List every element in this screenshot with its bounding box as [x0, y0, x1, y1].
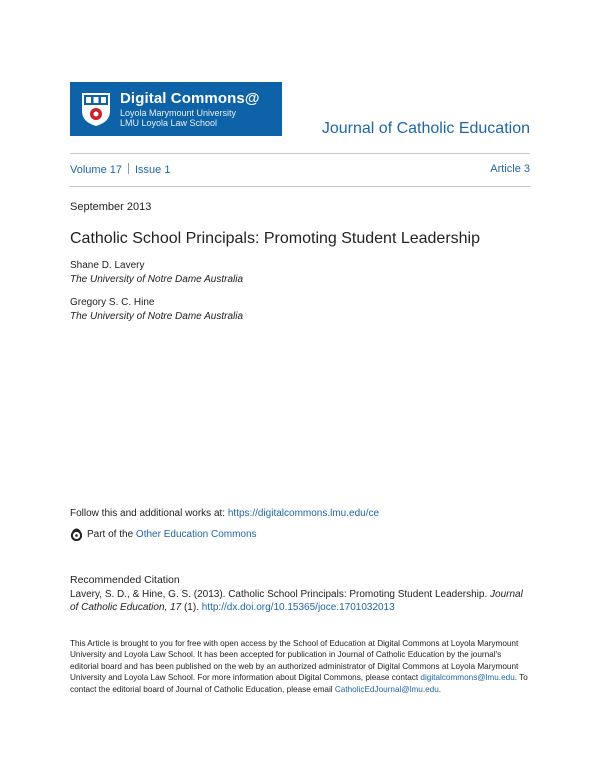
author-block: [70, 260, 243, 285]
citation-issue: (1).: [181, 602, 202, 613]
part-of-line: [70, 528, 257, 541]
banner-university: Loyola Marymount University: [120, 107, 237, 118]
author-affiliation: The University of Notre Dame Australia: [70, 311, 244, 322]
part-of-text: Part of the: [87, 529, 134, 540]
article-link[interactable]: Article 3: [490, 163, 530, 175]
digital-commons-banner[interactable]: [70, 82, 282, 136]
author-affiliation: The University of Notre Dame Australia: [70, 274, 244, 285]
issue-row: [70, 163, 530, 176]
lmu-seal-icon: [80, 91, 112, 127]
statement-part-1: This Article is brought to you for free with open access by the School of Education at Digital Commons at Loyola Marymount University and Loyola Law School. It has been accepted for publication in Journal of Catholic Education by the journal's editorial board and has been published on the web by an authorized administrator of Digital Commons at Loyola Marymount University and Loyola Law School. For more information about Digital Commons, please contact: [70, 639, 519, 683]
open-access-statement: [70, 638, 532, 695]
citation-journal: Journal of Catholic Education, 17: [70, 589, 523, 613]
issue-separator: [128, 163, 129, 174]
editorial-email-link[interactable]: CatholicEdJournal@lmu.edu: [334, 684, 439, 694]
author-name: Shane D. Lavery: [70, 260, 145, 271]
banner-law-school: LMU Loyola Law School: [120, 117, 218, 128]
journal-title-link[interactable]: Journal of Catholic Education: [321, 120, 530, 137]
citation-text: [70, 588, 530, 614]
citation-body: Lavery, S. D., & Hine, G. S. (2013). Catholic School Principals: Promoting Student Leadership.: [70, 589, 491, 600]
follow-link[interactable]: https://digitalcommons.lmu.edu/ce: [227, 508, 380, 519]
other-education-commons-link[interactable]: Other Education Commons: [135, 529, 257, 540]
issue-link[interactable]: Issue 1: [134, 164, 171, 176]
divider-bottom: [70, 186, 530, 187]
publication-date: September 2013: [70, 201, 152, 213]
digitalcommons-email-link[interactable]: digitalcommons@lmu.edu: [420, 673, 515, 683]
banner-title: Digital Commons@: [120, 89, 260, 107]
statement-part-3: .: [438, 684, 442, 694]
recommended-citation-heading: Recommended Citation: [70, 574, 180, 586]
doi-link[interactable]: http://dx.doi.org/10.15365/joce.1701032013: [201, 602, 395, 613]
open-access-icon: [70, 528, 83, 541]
author-name: Gregory S. C. Hine: [70, 297, 155, 308]
statement-part-2: . To contact the editorial board of Journal of Catholic Education, please email: [70, 673, 528, 694]
follow-line: [70, 508, 379, 519]
article-title: Catholic School Principals: Promoting Student Leadership: [70, 230, 481, 247]
author-block: [70, 297, 243, 322]
volume-link[interactable]: Volume 17: [70, 164, 122, 176]
divider-top: [70, 153, 530, 154]
follow-text: Follow this and additional works at:: [70, 508, 228, 519]
